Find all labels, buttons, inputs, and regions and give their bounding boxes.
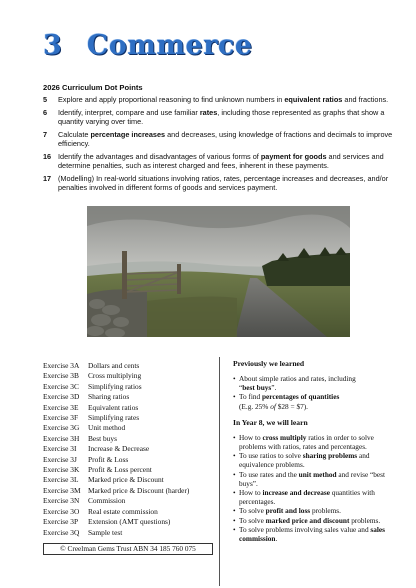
dot-point-17 <box>43 174 395 193</box>
curriculum-dot-points <box>43 95 395 196</box>
exercise-item[interactable]: Exercise 3Q Sample test <box>43 527 123 537</box>
exercise-item[interactable]: Exercise 3F Simplifying rates <box>43 413 140 423</box>
dot-point-number: 7 <box>43 129 48 139</box>
exercise-item[interactable]: Exercise 3J Profit & Loss <box>43 454 129 464</box>
exercise-item[interactable]: Exercise 3N Commission <box>43 496 126 506</box>
dot-point-text: Explore and apply proportional reasoning to find unknown numbers in equivalent ratios and fractions. <box>58 95 389 104</box>
dot-point-text: Identify, interpret, compare and use familiar rates, including those represented as graphs that show a quantity varying over time. <box>58 107 385 127</box>
dot-point-text: Identify the advantages and disadvantages of various forms of payment for goods and services and determine penalties, such as interest charged and fees, inherent in these payments. <box>58 151 384 171</box>
year8-item: • To solve marked price and discount problems. <box>233 516 398 525</box>
dot-point-text: Calculate percentage increases and decreases, using knowledge of fractions and decimals to improve efficiency. <box>58 129 393 149</box>
exercise-item[interactable]: Exercise 3E Equivalent ratios <box>43 402 139 412</box>
dot-point-number: 16 <box>43 151 52 161</box>
exercise-item[interactable]: Exercise 3K Profit & Loss percent <box>43 465 152 475</box>
exercise-item[interactable]: Exercise 3A Dollars and cents <box>43 361 140 370</box>
exercise-list <box>43 361 213 538</box>
chapter-title <box>43 30 253 61</box>
learning-summary <box>233 359 398 543</box>
previously-learned-item: • About simple ratios and rates, including “best buys”. <box>233 374 398 392</box>
dot-point-5 <box>43 95 395 104</box>
year8-item: • To solve profit and loss problems. <box>233 506 398 515</box>
chapter-number: 3 <box>43 30 63 61</box>
dot-point-6 <box>43 108 395 127</box>
exercise-item[interactable]: Exercise 3M Marked price & Discount (harder) <box>43 485 190 495</box>
year8-list <box>233 433 398 543</box>
year8-item: • How to increase and decrease quantities with percentages. <box>233 488 398 506</box>
dot-point-number: 17 <box>43 174 52 184</box>
exercise-item[interactable]: Exercise 3B Cross multiplying <box>43 371 142 381</box>
exercise-item[interactable]: Exercise 3P Extension (AMT questions) <box>43 517 171 527</box>
previously-learned-heading: Previously we learned <box>233 359 305 368</box>
copyright-box: © Creelman Gems Trust ABN 34 185 760 075 <box>43 543 213 555</box>
exercise-item[interactable]: Exercise 3I Increase & Decrease <box>43 444 150 454</box>
exercise-item[interactable]: Exercise 3C Simplifying ratios <box>43 381 142 391</box>
exercise-item[interactable]: Exercise 3H Best buys <box>43 433 117 443</box>
chapter-name: Commerce <box>86 30 253 61</box>
exercise-item[interactable]: Exercise 3D Sharing ratios <box>43 392 130 402</box>
dot-point-number: 6 <box>43 107 48 117</box>
country-road-photo <box>87 206 350 337</box>
year8-item: • To use ratios to solve sharing problems and equivalence problems. <box>233 451 398 469</box>
dot-point-16 <box>43 152 395 171</box>
exercise-item[interactable]: Exercise 3G Unit method <box>43 423 126 433</box>
previously-learned-list <box>233 374 398 411</box>
dot-point-text: (Modelling) In real-world situations involving ratios, rates, percentage increases and decreases, and/or penalties involved in different forms of goods and services payment. <box>58 174 389 193</box>
year8-item: • How to cross multiply ratios in order to solve problems with ratios, rates and percentages. <box>233 433 398 451</box>
dot-point-number: 5 <box>43 95 48 104</box>
exercise-item[interactable]: Exercise 3O Real estate commission <box>43 506 158 516</box>
country-road-image <box>87 206 350 337</box>
previously-learned-item: • To find percentages of quantities (E.g. 25% of $28 = $7). <box>233 392 398 410</box>
dot-point-7 <box>43 130 395 149</box>
exercise-item[interactable]: Exercise 3L Marked price & Discount <box>43 475 164 485</box>
year8-heading: In Year 8, we will learn <box>233 417 308 427</box>
curriculum-heading: 2026 Curriculum Dot Points <box>43 83 143 92</box>
year8-item: • To use rates and the unit method and revise “best buys”. <box>233 470 398 488</box>
year8-item: • To solve problems involving sales value and sales commission. <box>233 525 398 543</box>
column-divider <box>219 357 220 586</box>
